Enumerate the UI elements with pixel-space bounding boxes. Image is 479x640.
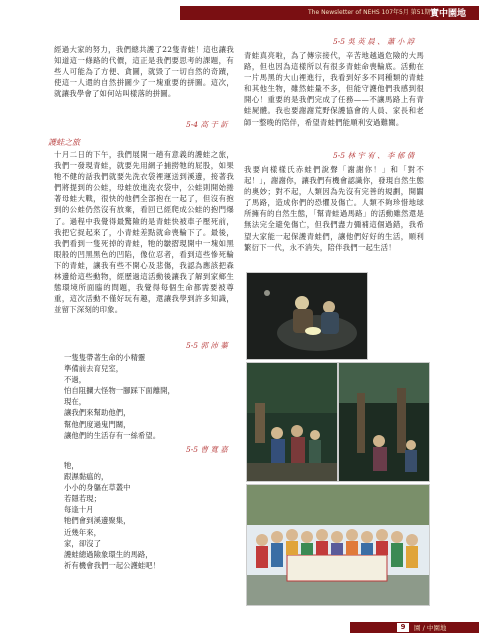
page-number: 9 bbox=[397, 623, 409, 632]
right-para-1: 青蛙真亮啦，為了傳宗接代，辛苦地越過危險的大馬路，但也因為這樣所以有很多青蛙命喪輪底。活動在一片馬黑的大山裡進行，我看到好多不同種類的青蛙和其他生物，雖然蛙量不多，但能守護他們我感到很開心！重要的是我們完成了任務——不讓馬路上有青蛙屍體。我也要謝謝荒野保護協會的人員、家長和老師一整晚的陪伴，希望青蛙們能順利安過難關。 bbox=[244, 51, 424, 127]
author-signature-2: 5-5 郭 沛 蓁 bbox=[186, 341, 228, 350]
photo-forest-night bbox=[338, 362, 430, 482]
author-signature-1: 5-4 高 于 訢 bbox=[186, 120, 228, 129]
footer-label: 園 / 中園地 bbox=[414, 624, 447, 632]
right-para-2: 我要向樣樣氏赤蛙們說聲「謝謝你！」和「對不起！」，謝謝你，讓我們有機會認識你，發現自然生態的奧妙；對不起，人類因為先沒有完善的規劃，開闢了馬路，造成你們的恐懼及傷亡。人類不夠珍惜地球所擁有的自然生態，「幫青蛙過馬路」的活動雖然還是無法完全避免傷亡，但我們盡力彌補這個過錯，我希望大家能一起保護青蛙們，讓他們好好的生活，順利繁衍下一代，永不消失，陪伴我們一起生活！ bbox=[244, 165, 424, 252]
left-para-1: 經過大家的努力，我們總共護了22隻青蛙！這也讓我知道這一條路的代價，這正是我們要思考的課題，有些人可能為了方便、貪圖，就毀了一切自然的奇蹟，使這一人還的自然拼圖少了一塊重要的拼圖。這次，就讓我學會了如何站叫樣落的拼圖。 bbox=[54, 45, 234, 99]
photo-night-frog-search bbox=[246, 272, 368, 360]
photo-group-in-woods bbox=[246, 362, 338, 482]
section-title: 實中園地 bbox=[430, 9, 467, 19]
author-signature-5: 5-5 林 宇 宥 、 李 郁 倩 bbox=[333, 151, 415, 160]
poem-2: 牠， 跟濕黏瘟的， 小小的身軀在草叢中 若隱若現； 每逢十月 牠們會到溪邊聚集， 近幾年來， 家，卻沒了 護蛙總過險象環生的馬路， 祈有機會我們一起公護蛙吧！ bbox=[64, 461, 161, 570]
newsletter-title: The Newsletter of NEHS 107年5月 第51期 bbox=[308, 9, 431, 16]
photo-group-with-banner bbox=[246, 484, 430, 606]
article-title: 護蛙之旅 bbox=[48, 138, 80, 147]
page-header bbox=[0, 0, 479, 26]
left-para-2: 十月二日的下午，我們展開一趟有意義的護蛙之旅，我們一發現青蛙，就要先用網子捕撈牠的屁股，如果牠不健的話我們就要先洗衣袋裡運送到溪邊，接著我們將提到的公蛙，母蛙放進洗衣袋中，公蛙則開始捲著母蛙大戰，很快的他們全部抱在一起了，但沒有抱到的公蛙仍然沒有放棄，看回已經爬成公蛙的抱門爆了。過程中我覺得最驚險的是青蛙快被車子壓死前，我把它捉起來了，小青蛙差點就命喪輪下了。最後，我們看到一隻死掉的青蛙，牠的皺摺現開中一塊如黑眼般的凹黑黑色的凹陷，像位忍者，看到這些慘死輪下的青蛙，讓我有些不開心及悲傷，我認為應該把森林邊給這些動物，經歷過這活動後讓我了解到家鄉生態環境所面臨的問題，我覺得每個生命都需要被尊重，這次活動不僅好玩有趣，還讓我學到許多知識，並留下深刻的印象。 bbox=[54, 150, 234, 315]
author-signature-4: 5-5 吳 英 晨 、 蕭 小 諄 bbox=[333, 37, 415, 46]
author-signature-3: 5-5 曹 寬 嘉 bbox=[186, 445, 228, 454]
poem-1: 一隻隻帶著生命的小精靈 準備前去育兒室， 不過， 怕自阻攔大怪物一腳踩下面離開， 現在， 讓我們來幫助他們， 幫他們度過鬼門關， 讓他們的生活存有一絲希望。 bbox=[64, 353, 175, 440]
